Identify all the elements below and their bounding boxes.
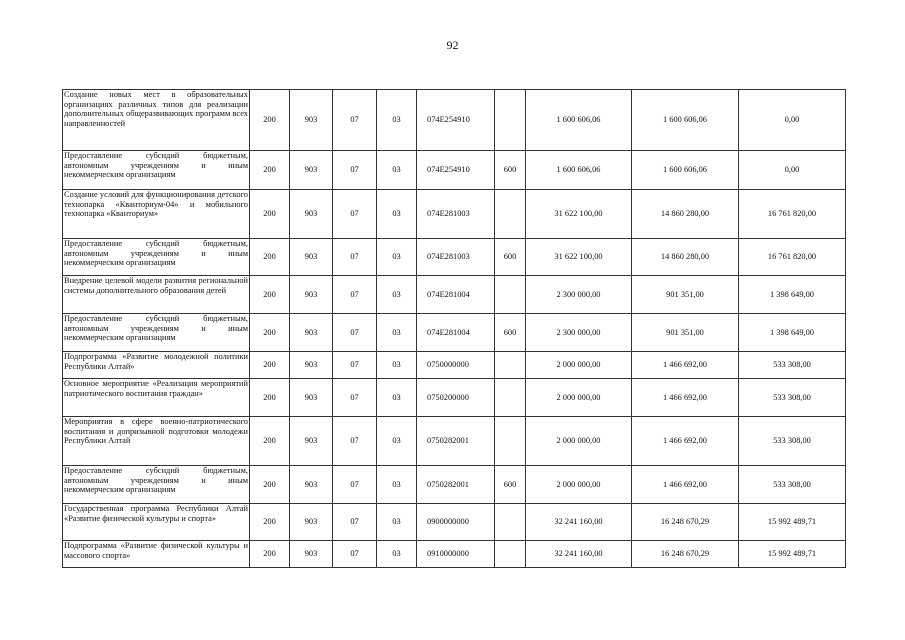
cell-c3: 07 <box>333 151 377 190</box>
cell-c2: 903 <box>290 276 333 314</box>
budget-table-body <box>63 90 846 568</box>
cell-c3: 07 <box>333 417 377 466</box>
cell-vr: 600 <box>495 466 526 504</box>
cell-code: 0910000000 <box>417 541 495 568</box>
row-name: Основное мероприятие «Реализация мероприятий патриотического воспитания граждан» <box>63 379 250 417</box>
cell-sum-3: 16 761 820,00 <box>739 190 846 239</box>
cell-sum-1: 1 600 606,06 <box>526 151 632 190</box>
cell-sum-2: 1 466 692,00 <box>632 379 739 417</box>
cell-c1: 200 <box>250 151 290 190</box>
cell-c4: 03 <box>377 504 417 541</box>
cell-c1: 200 <box>250 90 290 151</box>
cell-c1: 200 <box>250 352 290 379</box>
cell-c1: 200 <box>250 276 290 314</box>
cell-code: 074E281004 <box>417 314 495 352</box>
row-name: Предоставление субсидий бюджетным, автономным учреждениям и иным некоммерческим организациям <box>63 466 250 504</box>
cell-sum-2: 901 351,00 <box>632 314 739 352</box>
cell-vr <box>495 541 526 568</box>
cell-sum-2: 16 248 670,29 <box>632 541 739 568</box>
row-name: Внедрение целевой модели развития региональной системы дополнительного образования детей <box>63 276 250 314</box>
cell-sum-1: 32 241 160,00 <box>526 504 632 541</box>
cell-sum-1: 32 241 160,00 <box>526 541 632 568</box>
cell-code: 0750000000 <box>417 352 495 379</box>
cell-c4: 03 <box>377 417 417 466</box>
table-row <box>63 190 846 239</box>
cell-code: 074E281004 <box>417 276 495 314</box>
cell-sum-3: 1 398 649,00 <box>739 314 846 352</box>
cell-c2: 903 <box>290 239 333 276</box>
cell-c3: 07 <box>333 466 377 504</box>
cell-sum-1: 2 300 000,00 <box>526 314 632 352</box>
table-row <box>63 314 846 352</box>
cell-c2: 903 <box>290 352 333 379</box>
cell-c2: 903 <box>290 541 333 568</box>
cell-c3: 07 <box>333 90 377 151</box>
cell-c2: 903 <box>290 466 333 504</box>
row-name: Предоставление субсидий бюджетным, автономным учреждениям и иным некоммерческим организациям <box>63 314 250 352</box>
cell-c1: 200 <box>250 190 290 239</box>
table-row <box>63 352 846 379</box>
cell-sum-3: 533 308,00 <box>739 466 846 504</box>
table-row <box>63 504 846 541</box>
cell-sum-2: 1 466 692,00 <box>632 417 739 466</box>
cell-c3: 07 <box>333 541 377 568</box>
cell-vr <box>495 276 526 314</box>
table-row <box>63 417 846 466</box>
cell-c4: 03 <box>377 314 417 352</box>
cell-vr <box>495 504 526 541</box>
cell-sum-3: 533 308,00 <box>739 417 846 466</box>
cell-code: 074E254910 <box>417 151 495 190</box>
cell-c1: 200 <box>250 417 290 466</box>
cell-c4: 03 <box>377 90 417 151</box>
row-name: Подпрограмма «Развитие физической культуры и массового спорта» <box>63 541 250 568</box>
cell-c4: 03 <box>377 379 417 417</box>
cell-c3: 07 <box>333 276 377 314</box>
page-number: 92 <box>446 38 459 52</box>
cell-c1: 200 <box>250 379 290 417</box>
cell-sum-3: 533 308,00 <box>739 379 846 417</box>
cell-code: 0750282001 <box>417 466 495 504</box>
row-name: Подпрограмма «Развитие молодежной политики Республики Алтай» <box>63 352 250 379</box>
cell-sum-2: 901 351,00 <box>632 276 739 314</box>
cell-c3: 07 <box>333 504 377 541</box>
cell-c2: 903 <box>290 190 333 239</box>
cell-sum-3: 533 308,00 <box>739 352 846 379</box>
cell-c1: 200 <box>250 239 290 276</box>
cell-c1: 200 <box>250 314 290 352</box>
cell-c4: 03 <box>377 541 417 568</box>
cell-vr <box>495 90 526 151</box>
cell-code: 074E281003 <box>417 239 495 276</box>
cell-code: 0900000000 <box>417 504 495 541</box>
cell-c4: 03 <box>377 190 417 239</box>
cell-sum-2: 16 248 670,29 <box>632 504 739 541</box>
cell-c2: 903 <box>290 151 333 190</box>
cell-c4: 03 <box>377 352 417 379</box>
cell-vr: 600 <box>495 151 526 190</box>
cell-c1: 200 <box>250 466 290 504</box>
cell-vr <box>495 379 526 417</box>
cell-sum-2: 1 600 606,06 <box>632 90 739 151</box>
cell-vr: 600 <box>495 239 526 276</box>
cell-sum-3: 15 992 489,71 <box>739 541 846 568</box>
table-row <box>63 90 846 151</box>
cell-sum-1: 2 000 000,00 <box>526 379 632 417</box>
cell-c3: 07 <box>333 379 377 417</box>
cell-sum-1: 2 000 000,00 <box>526 466 632 504</box>
row-name: Государственная программа Республики Алтай «Развитие физической культуры и спорта» <box>63 504 250 541</box>
cell-c1: 200 <box>250 541 290 568</box>
cell-code: 0750282001 <box>417 417 495 466</box>
cell-sum-2: 14 860 280,00 <box>632 239 739 276</box>
cell-sum-1: 1 600 606,06 <box>526 90 632 151</box>
cell-sum-3: 1 398 649,00 <box>739 276 846 314</box>
cell-sum-2: 1 466 692,00 <box>632 352 739 379</box>
table-row <box>63 151 846 190</box>
cell-c3: 07 <box>333 314 377 352</box>
row-name: Создание условий для функционирования детского технопарка «Кванториум-04» и мобильного технопарка «Кванториум» <box>63 190 250 239</box>
table-row <box>63 276 846 314</box>
cell-c2: 903 <box>290 314 333 352</box>
cell-sum-2: 14 860 280,00 <box>632 190 739 239</box>
cell-c4: 03 <box>377 151 417 190</box>
cell-sum-3: 0,00 <box>739 90 846 151</box>
cell-c4: 03 <box>377 239 417 276</box>
cell-vr: 600 <box>495 314 526 352</box>
cell-sum-1: 2 300 000,00 <box>526 276 632 314</box>
table-row <box>63 541 846 568</box>
cell-code: 0750200000 <box>417 379 495 417</box>
table-row <box>63 379 846 417</box>
row-name: Предоставление субсидий бюджетным, автономным учреждениям и иным некоммерческим организациям <box>63 239 250 276</box>
cell-c2: 903 <box>290 90 333 151</box>
cell-c1: 200 <box>250 504 290 541</box>
cell-c3: 07 <box>333 190 377 239</box>
row-name: Мероприятия в сфере военно-патриотического воспитания и допризывной подготовки молодежи Республики Алтай <box>63 417 250 466</box>
cell-c4: 03 <box>377 276 417 314</box>
cell-sum-2: 1 466 692,00 <box>632 466 739 504</box>
cell-c2: 903 <box>290 417 333 466</box>
cell-sum-1: 31 622 100,00 <box>526 239 632 276</box>
cell-c4: 03 <box>377 466 417 504</box>
cell-sum-1: 31 622 100,00 <box>526 190 632 239</box>
row-name: Предоставление субсидий бюджетным, автономным учреждениям и иным некоммерческим организациям <box>63 151 250 190</box>
cell-c2: 903 <box>290 379 333 417</box>
cell-sum-3: 15 992 489,71 <box>739 504 846 541</box>
row-name: Создание новых мест в образовательных организациях различных типов для реализации дополнительных общеразвивающих программ всех направленностей <box>63 90 250 151</box>
cell-vr <box>495 417 526 466</box>
table-row <box>63 466 846 504</box>
table-row <box>63 239 846 276</box>
cell-sum-3: 0,00 <box>739 151 846 190</box>
cell-sum-2: 1 600 606,06 <box>632 151 739 190</box>
cell-sum-3: 16 761 820,00 <box>739 239 846 276</box>
cell-c3: 07 <box>333 352 377 379</box>
cell-vr <box>495 352 526 379</box>
cell-code: 074E281003 <box>417 190 495 239</box>
cell-vr <box>495 190 526 239</box>
cell-sum-1: 2 000 000,00 <box>526 352 632 379</box>
budget-table <box>62 89 846 568</box>
cell-sum-1: 2 000 000,00 <box>526 417 632 466</box>
cell-code: 074E254910 <box>417 90 495 151</box>
cell-c3: 07 <box>333 239 377 276</box>
cell-c2: 903 <box>290 504 333 541</box>
